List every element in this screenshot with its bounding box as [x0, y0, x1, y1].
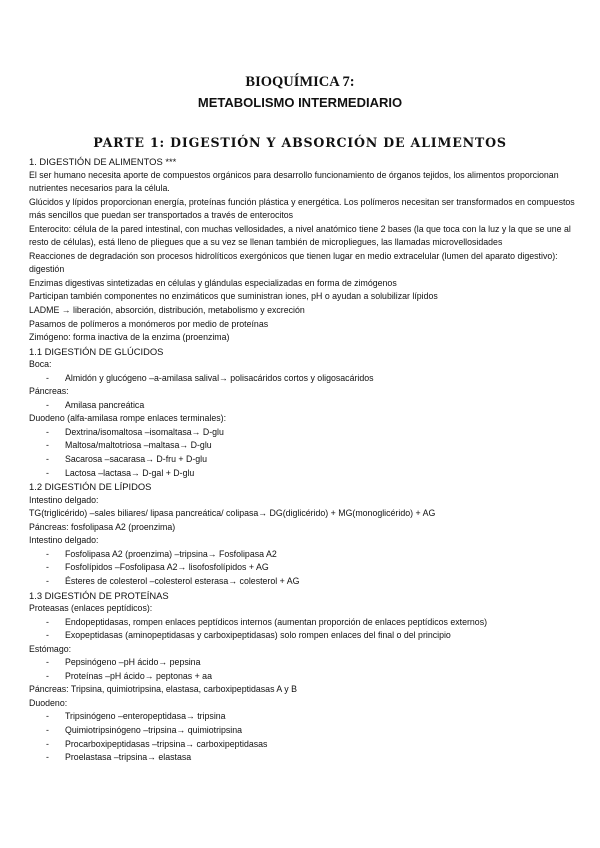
list-item-text: Fosfolípidos –Fosfolipasa A2→ lisofosfolípidos + AG [65, 562, 269, 573]
list-item-text: Procarboxipeptidasas –tripsina→ carboxipeptidasas [65, 738, 268, 749]
list-item [29, 724, 589, 738]
bullet-dash: - [46, 562, 49, 573]
subsection-label: Estómago: [29, 643, 72, 654]
list-item [29, 575, 589, 589]
list-item-text: Almidón y glucógeno –a-amilasa salival→ polisacáridos cortos y oligosacáridos [65, 372, 374, 383]
bullet-dash: - [46, 670, 49, 681]
list-item [29, 453, 589, 467]
bullet-dash: - [46, 657, 49, 668]
list-item-text: Proteínas –pH ácido→ peptonas + aa [65, 670, 212, 681]
list-item-text: Quimiotripsinógeno –tripsina→ quimiotripsina [65, 724, 242, 735]
bullet-dash: - [46, 724, 49, 735]
list-item-text: Proelastasa –tripsina→ elastasa [65, 752, 192, 763]
list-item-text: Exopeptidasas (aminopeptidasas y carboxipeptidasas) solo rompen enlaces del final o del principio [65, 630, 451, 641]
subsection-label: Duodeno (alfa-amilasa rompe enlaces terminales): [29, 413, 227, 424]
list-item-text: Sacarosa –sacarasa→ D-fru + D-glu [65, 454, 208, 465]
bullet-dash: - [46, 372, 49, 383]
list-item [29, 751, 589, 765]
list-item [29, 561, 589, 575]
subsection-label: Páncreas: [29, 386, 69, 397]
bullet-dash: - [46, 738, 49, 749]
document-body [29, 155, 589, 765]
section-heading-proteinas: 1.3 DIGESTIÓN DE PROTEÍNAS [29, 589, 169, 601]
paragraph: El ser humano necesita aporte de compuestos orgánicos para desarrollo funcionamiento de órganos tejidos, los alimentos proporcionan nutrientes necesarios para la célula. [29, 169, 559, 194]
bullet-dash: - [46, 548, 49, 559]
list-item [29, 656, 589, 670]
paragraph: TG(triglicérido) –sales biliares/ lipasa pancreática/ colipasa→ DG(diglicérido) + MG(monoglicérido) + AG [29, 508, 436, 519]
list-item [29, 548, 589, 562]
paragraph: Páncreas: fosfolipasa A2 (proenzima) [29, 521, 176, 532]
list-item-text: Fosfolipasa A2 (proenzima) –tripsina→ Fosfolipasa A2 [65, 548, 277, 559]
subsection-label: Boca: [29, 359, 52, 370]
list-item-text: Ésteres de colesterol –colesterol esterasa→ colesterol + AG [65, 575, 300, 586]
paragraph: Participan también componentes no enzimáticos que suministran iones, pH o ayudan a solubilizar lípidos [29, 291, 438, 302]
section-heading-digestion: 1. DIGESTIÓN DE ALIMENTOS *** [29, 156, 177, 167]
section-heading-lipidos: 1.2 DIGESTIÓN DE LÍPIDOS [29, 481, 152, 493]
paragraph: Enterocito: célula de la pared intestinal, con muchas vellosidades, a nivel anatómico tiene 2 bases (la que toca con la luz y la que se une al resto de células), está lleno de pliegues que a su vez se llenan también de micropliegues, las llamadas microvellosidades [29, 223, 571, 248]
list-item [29, 467, 589, 481]
list-item [29, 426, 589, 440]
bullet-dash: - [46, 630, 49, 641]
bullet-dash: - [46, 616, 49, 627]
list-item-text: Tripsinógeno –enteropeptidasa→ tripsina [65, 711, 226, 722]
subsection-label: Duodeno: [29, 697, 68, 708]
paragraph: Enzimas digestivas sintetizadas en células y glándulas especializadas en forma de zimógenos [29, 277, 397, 288]
bullet-dash: - [46, 399, 49, 410]
list-item [29, 439, 589, 453]
section-heading-glucidos: 1.1 DIGESTIÓN DE GLÚCIDOS [29, 345, 164, 357]
list-item [29, 399, 589, 413]
list-item [29, 738, 589, 752]
paragraph: Glúcidos y lípidos proporcionan energía, proteínas función plástica y energética. Los polímeros necesitan ser transformados en compuestos más sencillos que puedan ser transportados a través de enterocitos [29, 196, 575, 221]
subsection-label: Proteasas (enlaces peptídicos): [29, 603, 153, 614]
list-item [29, 670, 589, 684]
list-item-text: Dextrina/isomaltosa –isomaltasa→ D-glu [65, 426, 224, 437]
list-item [29, 710, 589, 724]
paragraph: Pasamos de polímeros a monómeros por medio de proteínas [29, 318, 269, 329]
paragraph: Reacciones de degradación son procesos hidrolíticos exergónicos que tienen lugar en medio extracelular (lumen del aparato digestivo): digestión [29, 250, 558, 275]
list-item-text: Amilasa pancreática [65, 399, 145, 410]
list-item [29, 629, 589, 643]
paragraph: Zimógeno: forma inactiva de la enzima (proenzima) [29, 332, 230, 343]
list-item-text: Endopeptidasas, rompen enlaces peptídicos internos (aumentan proporción de enlaces peptídicos externos) [65, 616, 488, 627]
bullet-dash: - [46, 711, 49, 722]
subsection-label: Intestino delgado: [29, 535, 99, 546]
bullet-dash: - [46, 426, 49, 437]
part-title: PARTE 1: DIGESTIÓN Y ABSORCIÓN DE ALIMENTOS [93, 135, 507, 150]
list-item [29, 372, 589, 386]
paragraph: Páncreas: Tripsina, quimiotripsina, elastasa, carboxipeptidasas A y B [29, 684, 297, 695]
document-title: BIOQUÍMICA 7: [245, 74, 355, 90]
subsection-label: Intestino delgado: [29, 494, 99, 505]
bullet-dash: - [46, 467, 49, 478]
bullet-dash: - [46, 454, 49, 465]
list-item [29, 616, 589, 630]
bullet-dash: - [46, 575, 49, 586]
list-item-text: Maltosa/maltotriosa –maltasa→ D-glu [65, 440, 212, 451]
list-item-text: Pepsinógeno –pH ácido→ pepsina [65, 657, 201, 668]
document-subtitle: METABOLISMO INTERMEDIARIO [197, 95, 403, 110]
bullet-dash: - [46, 440, 49, 451]
bullet-dash: - [46, 752, 49, 763]
paragraph: LADME → liberación, absorción, distribución, metabolismo y excreción [29, 305, 305, 316]
list-item-text: Lactosa –lactasa→ D-gal + D-glu [65, 467, 195, 478]
